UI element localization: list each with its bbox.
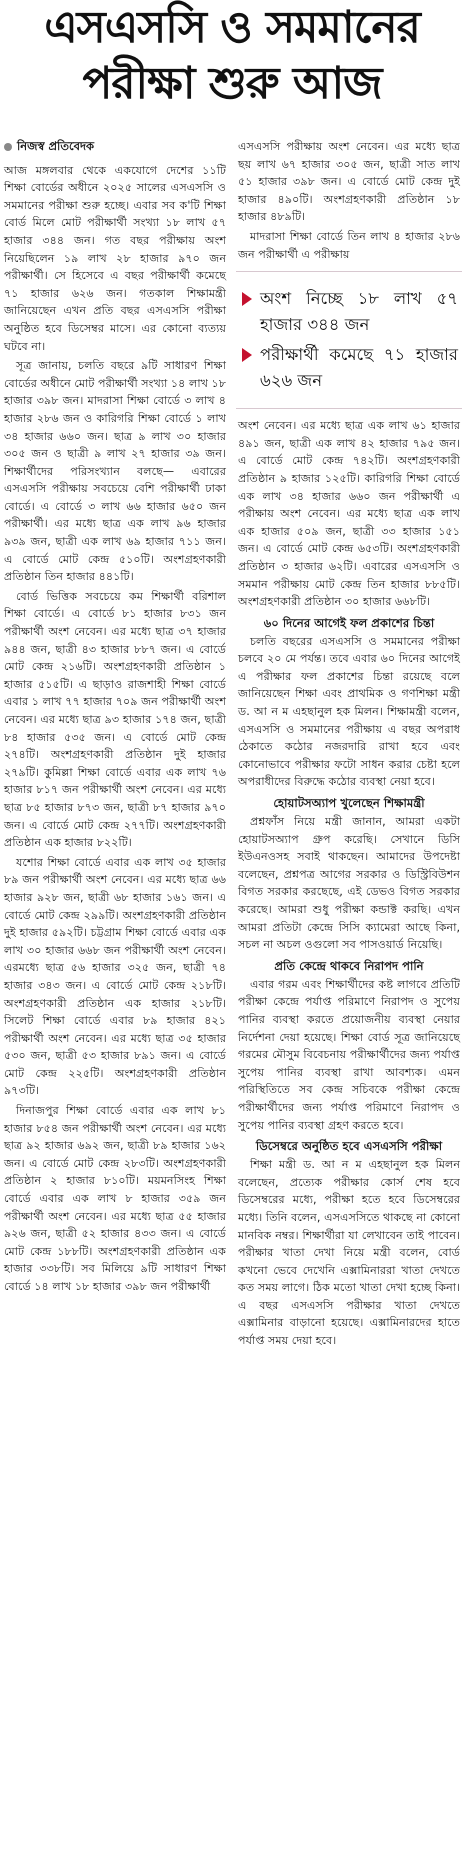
paragraph: দিনাজপুর শিক্ষা বোর্ডে এবার এক লাখ ৮১ হাজার ৮৫৪ জন পরীক্ষার্থী অংশ নেবেন। এর মধ্যে ছাত্র ৯২ হাজার ৬৯২ জন, ছাত্রী ৮৯ হাজার ১৬২ জন। এ বোর্ডে মোট কেন্দ্র ২৮৩টি। অংশগ্রহণকারী প্রতিষ্ঠান ২ হাজার ৮১০টি। ময়মনসিংহ শিক্ষা বোর্ডে এবার এক লাখ ৮ হাজার ৩৫৯ জন পরীক্ষার্থী অংশ নেবেন। এর মধ্যে ছাত্র ৫৫ হাজার ৯২৬ জন, ছাত্রী ৫২ হাজার ৪৩৩ জন। এ বোর্ডে মোট কেন্দ্র ১৮৮টি। অংশগ্রহণকারী প্রতিষ্ঠান এক হাজার ৩৩৮টি। সব মিলিয়ে ৯টি সাধারণ শিক্ষা বোর্ডে ১৪ লাখ ১৮ হাজার ৩৯৮ জন পরীক্ষার্থী <box>4 1104 226 1293</box>
pullquote-text: অংশ নিচ্ছে ১৮ লাখ ৫৭ হাজার ৩৪৪ জন <box>260 289 458 335</box>
bullet-icon <box>4 143 12 151</box>
section-heading: ৬০ দিনের আগেই ফল প্রকাশের চিন্তা <box>263 615 435 630</box>
headline-line-1: এসএসসি ও সমমানের <box>44 2 420 53</box>
right-column <box>238 138 460 1352</box>
paragraph: চলতি বছরের এসএসসি ও সমমানের পরীক্ষা চলবে ২০ মে পর্যন্ত। তবে এবার ৬০ দিনের আগেই এ পরীক্ষার ফল প্রকাশের চিন্তা রয়েছে বলে জানিয়েছেন শিক্ষা এবং প্রাথমিক ও গণশিক্ষা মন্ত্রী ড. আ ন ম এহছানুল হক মিলন। শিক্ষামন্ত্রী বলেন, এসএসসি ও সমমানের পরীক্ষায় এ বছর অপরাধ ঠেকাতে কঠোর নজরদারি রাখা হবে এবং কোনোভাবে পরীক্ষার ফটো সাধন করার চেষ্টা হলে অপরাধীদের বিরুদ্ধে কঠোর ব্যবস্থা নেয়া হবে। <box>238 634 460 789</box>
headline <box>0 0 464 126</box>
paragraph: সূত্র জানায়, চলতি বছরে ৯টি সাধারণ শিক্ষা বোর্ডের অধীনে মোট পরীক্ষার্থী সংখ্যা ১৪ লাখ ১৮ হাজার ৩৯৮ জন। মাদরাসা শিক্ষা বোর্ডে ৩ লাখ ৪ হাজার ২৮৬ জন ও কারিগরি শিক্ষা বোর্ডে ১ লাখ ৩৪ হাজার ৬৬০ জন। ছাত্র ৯ লাখ ৩০ হাজার ৩০৫ জন ও ছাত্রী ৯ লাখ ২৭ হাজার ৩৯ জন। শিক্ষার্থীদের পরিসংখ্যান বলছে— এবারের এসএসসি পরীক্ষায় সবচেয়ে বেশি পরীক্ষার্থী ঢাকা বোর্ডে। এ বোর্ডে ৩ লাখ ৬৬ হাজার ৬৫০ জন পরীক্ষার্থী। এর মধ্যে ছাত্র এক লাখ ৯৬ হাজার ৯৩৯ জন, ছাত্রী এক লাখ ৬৯ হাজার ৭১১ জন। এ বোর্ডে মোট কেন্দ্র ৫১০টি। অংশগ্রহণকারী প্রতিষ্ঠান তিন হাজার ৪৪১টি। <box>4 359 226 584</box>
paragraph: যশোর শিক্ষা বোর্ডে এবার এক লাখ ৩৫ হাজার ৮৯ জন পরীক্ষার্থী অংশ নেবেন। এর মধ্যে ছাত্র ৬৬ হাজার ৯২৮ জন, ছাত্রী ৬৮ হাজার ১৬১ জন। এ বোর্ডে মোট কেন্দ্র ২৯৯টি। অংশগ্রহণকারী প্রতিষ্ঠান দুই হাজার ৫৯২টি। চট্টগ্রাম শিক্ষা বোর্ডে এবার এক লাখ ৩০ হাজার ৬৬৮ জন পরীক্ষার্থী অংশ নেবেন। এরমধ্যে ছাত্র ৫৬ হাজার ৩২৫ জন, ছাত্রী ৭৪ হাজার ৩৪৩ জন। এ বোর্ডে মোট কেন্দ্র ২১৮টি। অংশগ্রহণকারী প্রতিষ্ঠান এক হাজার ২১৮টি। সিলেট শিক্ষা বোর্ডে এবার ৮৯ হাজার ৪২১ পরীক্ষার্থী অংশ নেবেন। এর মধ্যে ছাত্র ৩৫ হাজার ৫৩০ জন, ছাত্রী ৫৩ হাজার ৮৯১ জন। এ বোর্ডে মোট কেন্দ্র ২২৫টি। অংশগ্রহণকারী প্রতিষ্ঠান ৯৭৩টি। <box>4 855 226 1098</box>
byline <box>4 138 226 156</box>
paragraph: আজ মঙ্গলবার থেকে একযোগে দেশের ১১টি শিক্ষা বোর্ডের অধীনে ২০২৫ সালের এসএসসি ও সমমানের পরীক্ষা শুরু হচ্ছে। এবার সব ক'টি শিক্ষা বোর্ড মিলে মোট পরীক্ষার্থী সংখ্যা ১৮ লাখ ৫৭ হাজার ৩৪৪ জন। গত বছর পরীক্ষায় অংশ নিয়েছিলেন ১৯ লাখ ২৮ হাজার ৯৭০ জন পরীক্ষার্থী। সে হিসেবে এ বছর পরীক্ষার্থী কমেছে ৭১ হাজার ৬২৬ জন। গতকাল শিক্ষামন্ত্রী জানিয়েছেন এখন প্রতি বছর এসএসসি পরীক্ষা অনুষ্ঠিত হবে ডিসেম্বর মাসে। এর কোনো ব্যত্যয় ঘটবে না। <box>4 163 226 353</box>
section-heading: ডিসেম্বরে অনুষ্ঠিত হবে এসএসসি পরীক্ষা <box>255 1139 443 1154</box>
left-column <box>4 138 226 1298</box>
paragraph: অংশ নেবেন। এর মধ্যে ছাত্র এক লাখ ৬১ হাজার ৪৯১ জন, ছাত্রী এক লাখ ৪২ হাজার ৭৯৫ জন। এ বোর্ডে মোট কেন্দ্র ৭৪২টি। অংশগ্রহণকারী প্রতিষ্ঠান ৯ হাজার ১২৫টি। কারিগরি শিক্ষা বোর্ডে এক লাখ ৩৪ হাজার ৬৬০ জন পরীক্ষার্থী এ পরীক্ষায় অংশ নেবেন। এর মধ্যে ছাত্র এক লাখ এক হাজার ৫০৯ জন, ছাত্রী ৩৩ হাজার ১৫১ জন। এ বোর্ডে মোট কেন্দ্র ৬৫৩টি। অংশগ্রহণকারী প্রতিষ্ঠান ৩ হাজার ৬২টি। এবারের এসএসসি ও সমমান পরীক্ষায় মোট কেন্দ্র তিন হাজার ৮৮৫টি। অংশগ্রহণকারী প্রতিষ্ঠান ৩০ হাজার ৬৬৮টি। <box>238 419 460 609</box>
pullquote-text: পরীক্ষার্থী কমেছে ৭১ হাজার ৬২৬ জন <box>260 345 458 391</box>
byline-text: নিজস্ব প্রতিবেদক <box>17 139 95 153</box>
pullquote-item <box>242 286 458 338</box>
paragraph: মাদরাসা শিক্ষা বোর্ডে তিন লাখ ৪ হাজার ২৮৬ জন পরীক্ষার্থী এ পরীক্ষায় <box>238 229 460 261</box>
pullquote-item <box>242 342 458 394</box>
paragraph: এবার গরম এবং শিক্ষার্থীদের কষ্ট লাগবে প্রতিটি পরীক্ষা কেন্দ্রে পর্যাপ্ত পরিমাণে নিরাপদ ও সুপেয় পানির ব্যবস্থা করতে প্রয়োজনীয় ব্যবস্থা নেয়ার নির্দেশনা দেয়া হয়েছে। শিক্ষা বোর্ড সূত্র জানিয়েছে গরমের মৌসুম বিবেচনায় পরীক্ষার্থীদের জন্য পর্যাপ্ত সুপেয় পানির ব্যবস্থা রাখা আবশ্যক। এমন পরিস্থিতিতে সব কেন্দ্র সচিবকে পরীক্ষা কেন্দ্রে পরীক্ষার্থীদের জন্য পর্যাপ্ত পরিমাণে নিরাপদ ও সুপেয় পানির ব্যবস্থা গ্রহণ করতে হবে। <box>238 977 460 1132</box>
paragraph: এসএসসি পরীক্ষায় অংশ নেবেন। এর মধ্যে ছাত্র ছয় লাখ ৬৭ হাজার ৩০৫ জন, ছাত্রী সাত লাখ ৫১ হাজার ৩৯৮ জন। এ বোর্ডে মোট কেন্দ্র দুই হাজার ৪৯০টি। অংশগ্রহণকারী প্রতিষ্ঠান ১৮ হাজার ৪৮৯টি। <box>238 140 460 224</box>
section-heading: প্রতি কেন্দ্রে থাকবে নিরাপদ পানি <box>274 958 424 973</box>
pullquote-box <box>236 271 462 409</box>
paragraph: বোর্ড ভিত্তিক সবচেয়ে কম শিক্ষার্থী বরিশাল শিক্ষা বোর্ডে। এ বোর্ডে ৮১ হাজার ৮৩১ জন পরীক্ষার্থী অংশ নেবেন। এর মধ্যে ছাত্র ৩৭ হাজার ৯৪৪ জন, ছাত্রী ৪৩ হাজার ৮৮৭ জন। এ বোর্ডে মোট কেন্দ্র ২১৬টি। অংশগ্রহণকারী প্রতিষ্ঠান ১ হাজার ৫১৫টি। এ ছাড়াও রাজশাহী শিক্ষা বোর্ডে এবার ১ লাখ ৭৭ হাজার ৭০৯ জন পরীক্ষার্থী অংশ নেবেন। এর মধ্যে ছাত্র ৯৩ হাজার ১৭৪ জন, ছাত্রী ৮৪ হাজার ৫৩৫ জন। এ বোর্ডে মোট কেন্দ্র ২৭৪টি। অংশগ্রহণকারী প্রতিষ্ঠান দুই হাজার ২৭৯টি। কুমিল্লা শিক্ষা বোর্ডে এবার এক লাখ ৭৬ হাজার ৮১৭ জন পরীক্ষার্থী অংশ নেবেন। এর মধ্যে ছাত্র ৮৫ হাজার ৮৭৩ জন, ছাত্রী ৮৭ হাজার ৯৭০ জন। এ বোর্ডে মোট কেন্দ্র ২৭৭টি। অংশগ্রহণকারী প্রতিষ্ঠান এক হাজার ৮২২টি। <box>4 589 226 850</box>
triangle-bullet-icon <box>242 348 252 362</box>
section-heading: হোয়াটসঅ্যাপ খুলেছেন শিক্ষামন্ত্রী <box>273 796 425 811</box>
headline-line-2: পরীক্ষা শুরু আজ <box>82 58 382 109</box>
triangle-bullet-icon <box>242 292 252 306</box>
paragraph: শিক্ষা মন্ত্রী ড. আ ন ম এহছানুল হক মিলন বলেছেন, প্রত্যেক পরীক্ষার কোর্স শেষ হবে ডিসেম্বরের মধ্যে, পরীক্ষা হতে হবে ডিসেম্বরের মধ্যে। তিনি বলেন, এসএসসিতে থাকছে না কোনো মানবিক নম্বর। শিক্ষার্থীরা যা লেখাবেন তাই পাবেন। পরীক্ষার খাতা দেখা নিয়ে মন্ত্রী বলেন, বোর্ড কখনো ভেবে দেখেনি এক্সামিনাররা খাতা দেখতে কত সময় লাগে। ঠিক মতো খাতা দেখা হচ্ছে কিনা। এ বছর এসএসসি পরীক্ষার খাতা দেখতে এক্সামিনার বাড়ানো হয়েছে। এক্সামিনারদের হাতে পর্যাপ্ত সময় দেয়া হবে। <box>238 1158 460 1348</box>
paragraph: প্রশ্নফাঁস নিয়ে মন্ত্রী জানান, আমরা একটা হোয়াটসঅ্যাপ গ্রুপ করেছি। সেখানে ডিসি ইউএনওসহ সবাই থাকছেন। আমাদের উপদেষ্টা বলেছেন, প্রশ্নপত্র আগের সরকার ও ডিস্ট্রিবিউশন বিগত সরকার করছেছে, এই ডেভও বিগত সরকার করেছে। আমরা শুধু পরীক্ষা কন্ডাক্ট করছি। এখন আমরা প্রতিটা কেন্দ্রে সিসি ক্যামেরা আছে কিনা, সচল না অচল ওগুলো সব পাসওয়ার্ড নিয়েছি। <box>238 815 460 952</box>
